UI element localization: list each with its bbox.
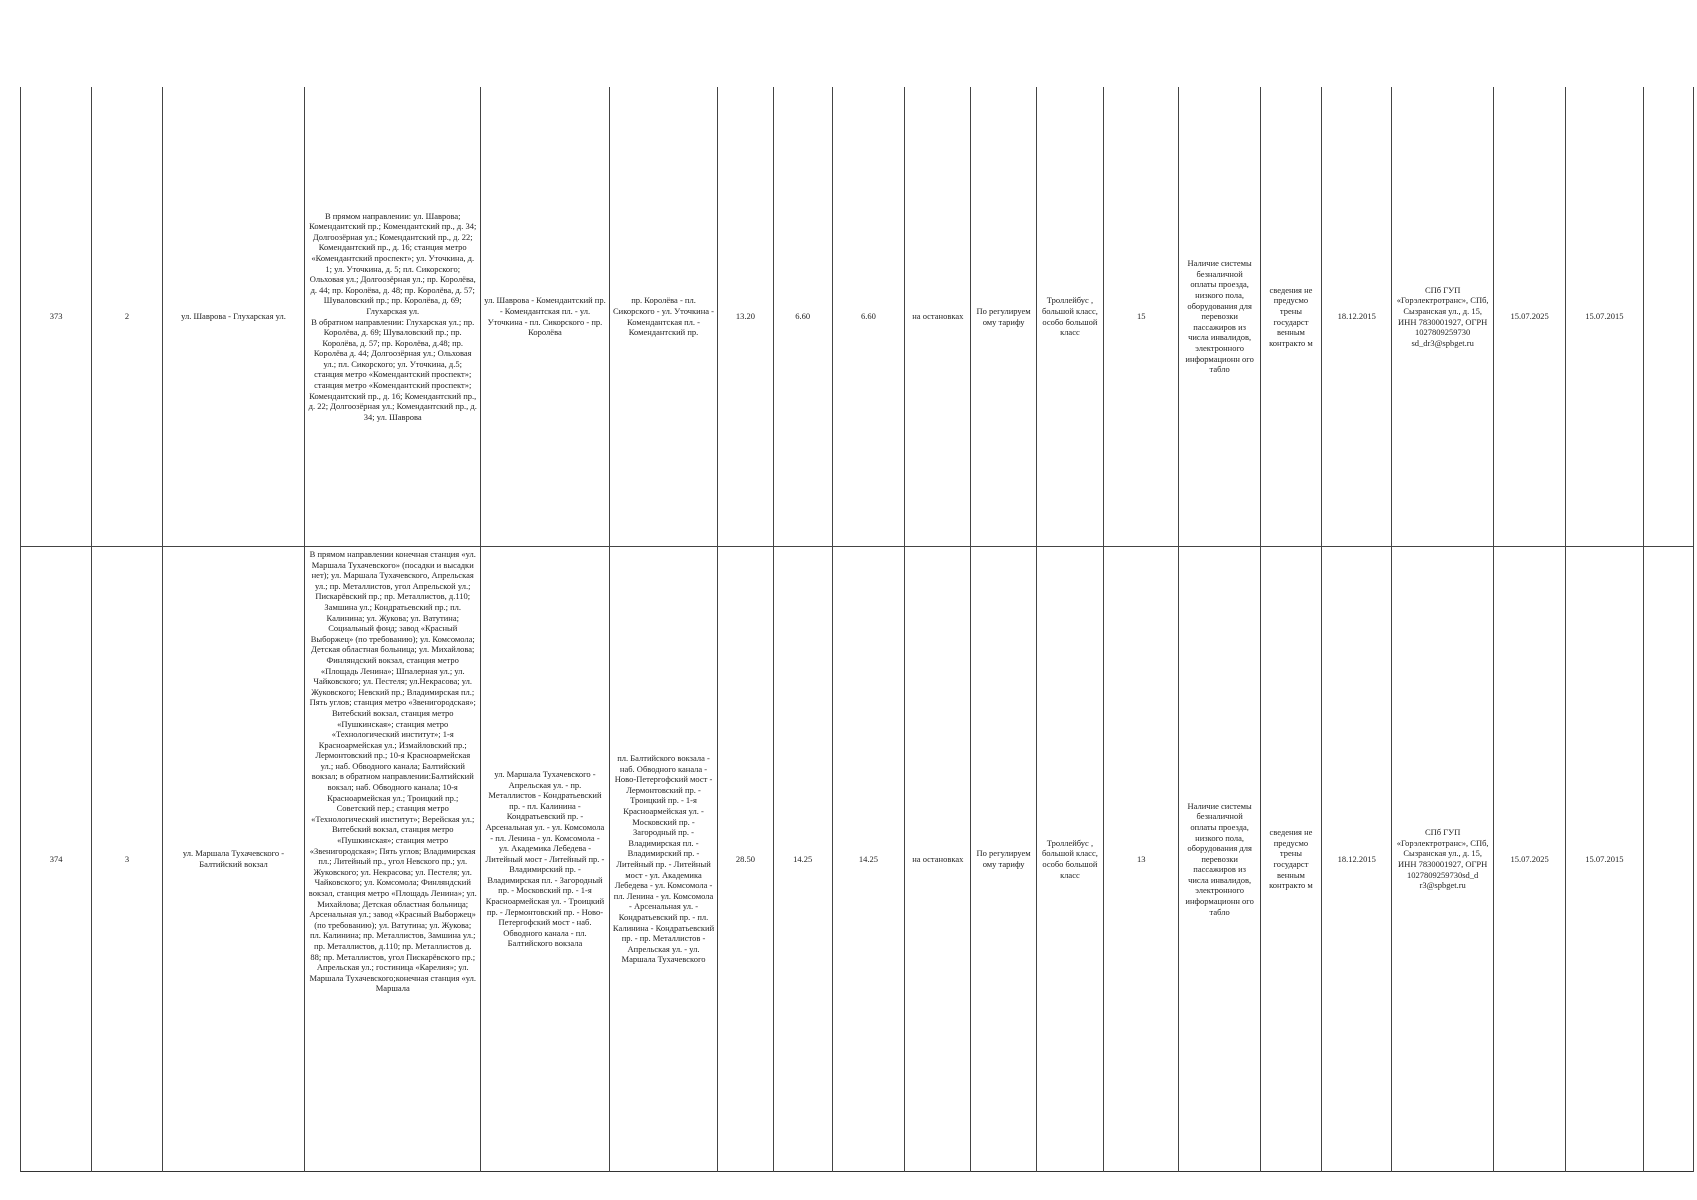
- date-b: 15.07.2015: [1566, 87, 1643, 547]
- route-name: ул. Шаврова - Глухарская ул.: [162, 87, 305, 547]
- reg-number: 373: [21, 87, 92, 547]
- extra-cell: [1643, 87, 1693, 547]
- vehicle-count: 15: [1104, 87, 1179, 547]
- route-number: 2: [92, 87, 162, 547]
- contract-info: сведения не предусмо трены государст венным контракто м: [1260, 547, 1321, 1172]
- streets-forward: ул. Шаврова - Комендантский пр. - Комендантская пл. - ул. Уточкина - пл. Сикорского - пр. Королёва: [481, 87, 610, 547]
- extra-cell: [1643, 547, 1693, 1172]
- length-total: 13.20: [718, 87, 773, 547]
- streets-backward: пл. Балтийского вокзала - наб. Обводного канала - Ново-Петергофский мост - Лермонтовский пр. - Троицкий пр. - 1-я Красноармейская ул. - Московский пр. - Загородный пр. - Владимирская пл. - Владимирский пр. - Литейный пр. - Литейный мост - ул. Академика Лебедева - ул. Комсомола - пл. Ленина - ул. Комсомола - Арсенальная ул. - Кондратьевский пр. - пл. Калинина - Кондратьевский пр. - пр. Металлистов - Апрельская ул. - ул. Маршала Тухачевского: [609, 547, 718, 1172]
- length-backward: 6.60: [832, 87, 904, 547]
- length-total: 28.50: [718, 547, 773, 1172]
- date-a: 15.07.2025: [1493, 87, 1565, 547]
- date-a: 15.07.2025: [1493, 547, 1565, 1172]
- start-date: 18.12.2015: [1322, 547, 1392, 1172]
- registry-sheet: [20, 87, 1694, 1172]
- stops-backward: В обратном направлении: Глухарская ул.; пр. Королёва, д. 69; Шуваловский пр.; пр. Королёва, д. 57; пр. Королёва, д.48; пр. Королёва д. 44; Долгоозёрная ул.; Ольховая ул.; пл. Сикорского; ул. Уточкина, д.5; станция метро «Комендантский проспект»; станция метро «Комендантский проспект»; Комендантский пр., д. 16; Комендантский пр., д. 22; Долгоозёрная ул.; Комендантский пр., д. 34; ул. Шаврова: [308, 316, 477, 422]
- streets-backward: пр. Королёва - пл. Сикорского - ул. Уточкина - Комендантская пл. - Комендантский пр.: [609, 87, 718, 547]
- fare-type: По регулируем ому тарифу: [971, 547, 1036, 1172]
- stop-order: на остановках: [905, 547, 971, 1172]
- carrier-info: СПб ГУП «Горэлектротранс», СПб, Сызранская ул., д. 15, ИНН 7830001927, ОГРН 1027809259730 sd_dr3@spbget.ru: [1392, 87, 1493, 547]
- vehicle-class: Троллейбус , большой класс, особо большой класс: [1036, 87, 1103, 547]
- route-name: ул. Маршала Тухачевского - Балтийский вокзал: [162, 547, 305, 1172]
- length-forward: 6.60: [773, 87, 832, 547]
- route-registry-table: [20, 87, 1694, 1172]
- stop-order: на остановках: [905, 87, 971, 547]
- length-backward: 14.25: [832, 547, 904, 1172]
- route-stops: [305, 547, 481, 1172]
- reg-number: 374: [21, 547, 92, 1172]
- vehicle-count: 13: [1104, 547, 1179, 1172]
- streets-forward: ул. Маршала Тухачевского - Апрельская ул. - пр. Металлистов - Кондратьевский пр. - пл. Калинина - Кондратьевский пр. - Арсенальная ул. - ул. Комсомола - пл. Ленина - ул. Комсомола - ул. Академика Лебедева - Литейный мост - Литейный пр. - Владимирский пр. - Владимирская пл. - Загородный пр. - Московский пр. - 1-я Красноармейская ул. - Троицкий пр. - Лермонтовский пр. - Ново-Петергофский мост - наб. Обводного канала - пл. Балтийского вокзала: [481, 547, 610, 1172]
- fare-type: По регулируем ому тарифу: [971, 87, 1036, 547]
- start-date: 18.12.2015: [1322, 87, 1392, 547]
- length-forward: 14.25: [773, 547, 832, 1172]
- route-number: 3: [92, 547, 162, 1172]
- table-row: [21, 547, 1694, 1172]
- vehicle-features: Наличие системы безналичной оплаты проезда, низкого пола, оборудования для перевозки пассажиров из числа инвалидов, электронного информационн ого табло: [1179, 547, 1260, 1172]
- stops-forward: В прямом направлении: ул. Шаврова; Комендантский пр.; Комендантский пр., д. 34; Долгоозёрная ул.; Комендантский пр., д. 22; Комендантский пр., д. 16; станция метро «Комендантский проспект»; ул. Уточкина, д. 1; ул. Уточкина, д. 5; пл. Сикорского; Ольховая ул.; Долгоозёрная ул.; пр. Королёва, д. 44; пр. Королёва, д. 48; пр. Королёва, д. 57; Шуваловский пр.; пр. Королёва, д. 69; Глухарская ул.: [309, 210, 477, 316]
- carrier-info: СПб ГУП «Горэлектротранс», СПб, Сызранская ул., д. 15, ИНН 7830001927, ОГРН 1027809259730sd_d r3@spbget.ru: [1392, 547, 1493, 1172]
- date-b: 15.07.2015: [1566, 547, 1643, 1172]
- table-row: [21, 87, 1694, 547]
- contract-info: сведения не предусмо трены государст венным контракто м: [1260, 87, 1321, 547]
- stops-forward: В прямом направлении конечная станция «ул. Маршала Тухачевского» (посадки и высадки нет); ул. Маршала Тухачевского, Апрельская ул.; пр. Металлистов, угол Апрельской ул.; Пискарёвский пр.; пр. Металлистов, д.110; Замшина ул.; Кондратьевский пр.; пл. Калинина; ул. Жукова; ул. Ватутина; Социальный фонд; завод «Красный Выборжец» (по требованию); ул. Комсомола; Детская областная больница; ул. Михайлова; Финляндский вокзал, станция метро «Площадь Ленина»; Шпалерная ул.; ул. Чайковского; ул. Пестеля; ул.Некрасова; ул. Жуковского; Невский пр.; Владимирская пл.; Пять углов; станция метро «Звенигородская»; Витебский вокзал, станция метро «Пушкинская»; станция метро «Технологический институт»; 1-я Красноармейская ул.; Измайловский пр.; Лермонтовский пр.; 10-я Красноармейская ул.; наб. Обводного канала; Балтийский вокзал; в обратном направлении:Балтийский вокзал; наб. Обводного канала; 10-я Красноармейская ул.; Троицкий пр.; Советский пер.; станция метро «Технологический институт»; Верейская ул.; Витебский вокзал, станция метро «Пушкинская»; станция метро «Звенигородская»; Пять углов; Владимирская пл.; Литейный пр., угол Невского пр.; ул. Жуковского; ул. Некрасова; ул. Пестеля; ул. Чайковского; ул. Комсомола; Финляндский вокзал, станция метро «Площадь Ленина»; ул. Михайлова; Детская областная больница; Арсенальная ул.; завод «Красный Выборжец» (по требованию); ул. Ватутина; ул. Жукова; пл. Калинина; пр. Металлистов, Замшина ул.; пр. Металлистов, д.110; пр. Металлистов д. 88; пр. Металлистов, угол Пискарёвского пр.; Апрельская ул.; гостиница «Карелия»; ул. Маршала Тухачевского;конечная станция «ул. Маршала: [308, 549, 477, 994]
- route-stops: [305, 87, 481, 547]
- vehicle-features: Наличие системы безналичной оплаты проезда, низкого пола, оборудования для перевозки пассажиров из числа инвалидов, электронного информационн ого табло: [1179, 87, 1260, 547]
- vehicle-class: Троллейбус , большой класс, особо большой класс: [1036, 547, 1103, 1172]
